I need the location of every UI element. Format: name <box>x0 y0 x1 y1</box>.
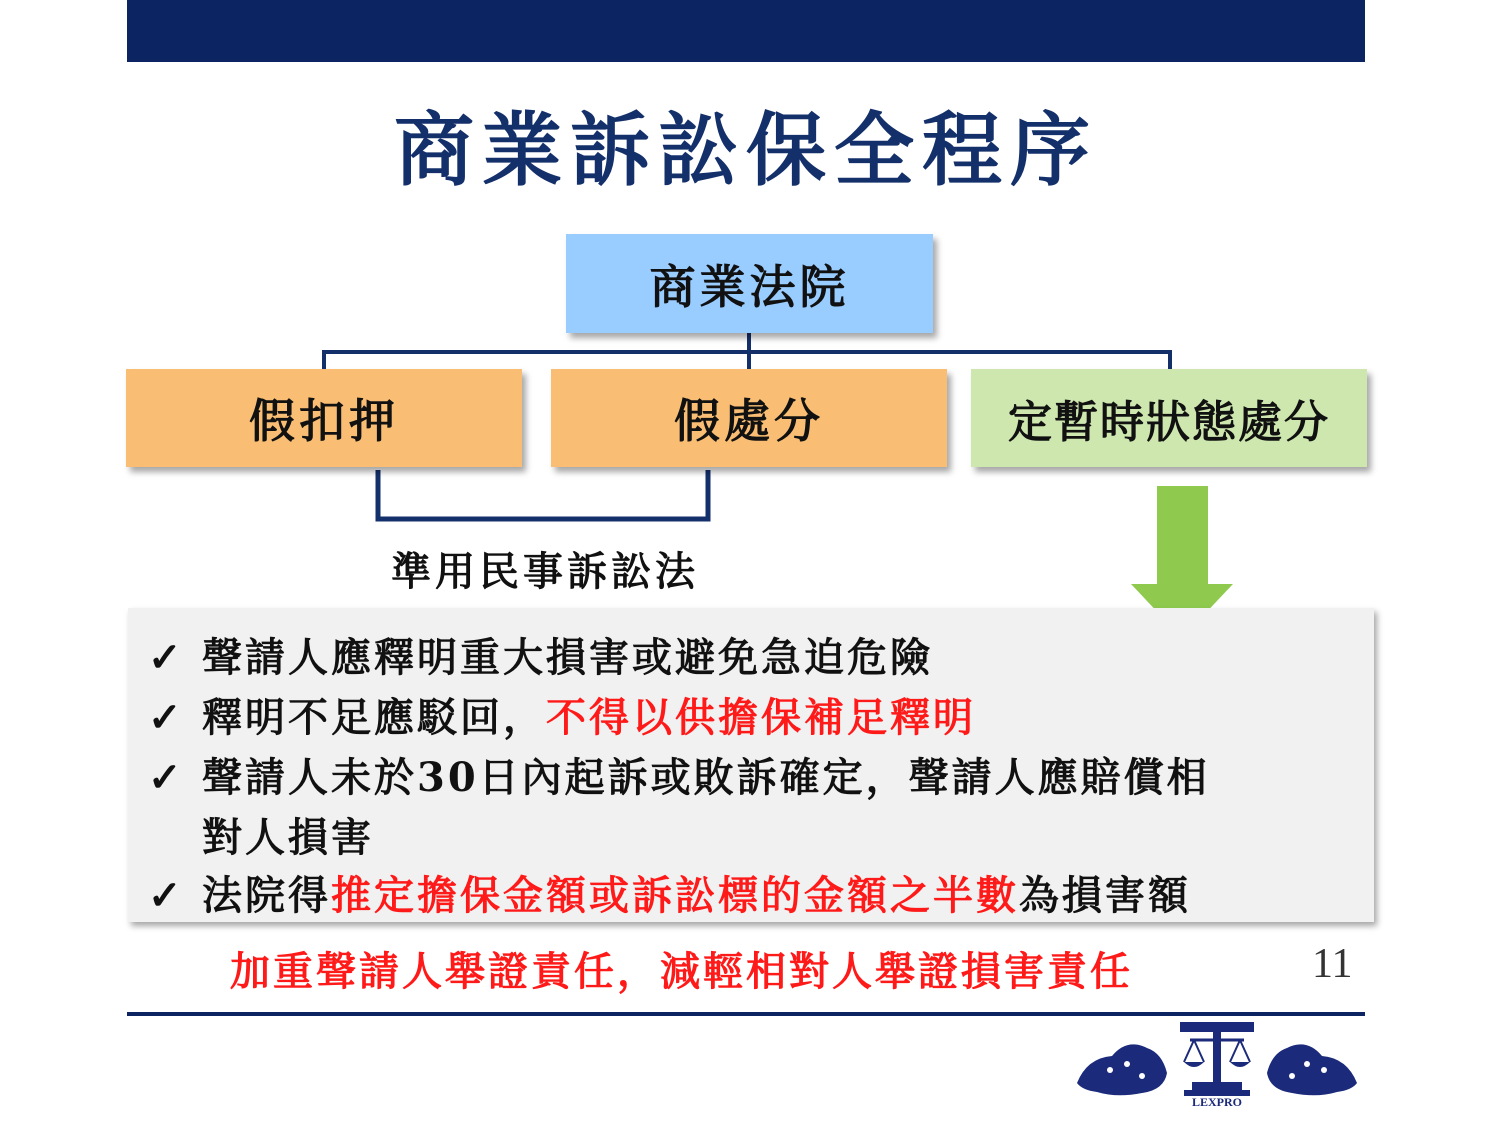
conclusion-text: 加重聲請人舉證責任，減輕相對人舉證損害責任 <box>230 948 1133 995</box>
bullet-4-emphasis: 推定擔保金額或訴訟標的金額之半數 <box>331 872 1019 919</box>
bullet-2 <box>148 686 976 743</box>
provisional-attachment-box: 假扣押 <box>126 369 522 467</box>
provisional-disposition-box: 假處分 <box>551 369 947 467</box>
bullet-1 <box>148 626 933 683</box>
check-icon: ✓ <box>148 694 185 741</box>
bullet-4 <box>148 864 1191 921</box>
check-icon: ✓ <box>148 634 185 681</box>
bullet-1-text: 聲請人應釋明重大損害或避免急迫危險 <box>202 634 933 681</box>
slide-title: 商業訴訟保全程序 <box>394 103 1098 197</box>
page-number: 11 <box>1312 941 1353 987</box>
bottom-rule <box>127 1012 1365 1016</box>
check-icon: ✓ <box>148 872 185 919</box>
lexpro-logo <box>1072 1018 1362 1108</box>
commercial-court-box: 商業法院 <box>566 234 933 333</box>
bullet-4-text-a: 法院得 <box>202 872 331 919</box>
bullet-3-line1: 聲請人未於30日內起訴或敗訴確定，聲請人應賠償相 <box>202 754 1210 801</box>
check-icon: ✓ <box>148 754 185 801</box>
bullet-3-continued <box>202 806 374 863</box>
interim-status-box: 定暫時狀態處分 <box>971 369 1367 467</box>
civil-procedure-label: 準用民事訴訟法 <box>391 548 699 595</box>
bullet-2-text: 釋明不足應駁回， <box>202 694 546 741</box>
logo-text: LEXPRO <box>1191 1095 1243 1108</box>
bullet-3-line2: 對人損害 <box>202 814 374 861</box>
bullet-2-emphasis: 不得以供擔保補足釋明 <box>546 694 976 741</box>
bullet-4-text-b: 為損害額 <box>1019 872 1191 919</box>
bullet-3 <box>148 746 1210 803</box>
